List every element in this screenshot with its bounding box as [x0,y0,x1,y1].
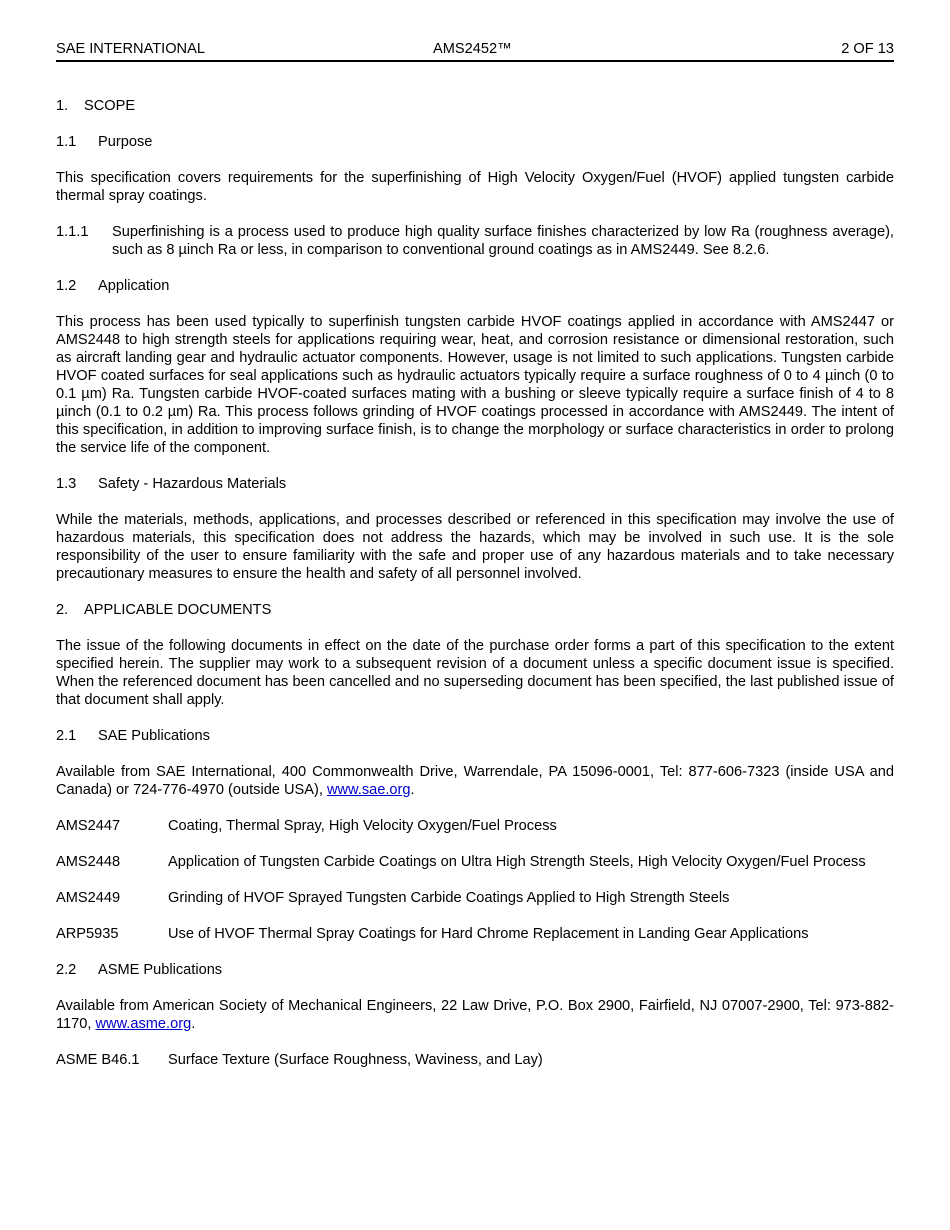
subsection-1-1-1 [56,223,894,259]
header-organization: SAE INTERNATIONAL [56,41,205,57]
purpose-paragraph: This specification covers requirements for the superfinishing of High Velocity Oxygen/Fuel (HVOF) applied tungsten carbide thermal spray coatings. [56,170,894,204]
section-title: SCOPE [84,98,136,114]
section-number: 1.1 [56,134,77,150]
section-heading-1 [56,97,894,115]
section-heading-2-1 [56,727,894,745]
section-title: APPLICABLE DOCUMENTS [84,602,272,618]
document-description: Coating, Thermal Spray, High Velocity Oxygen/Fuel Process [168,818,557,834]
header-page-number: 2 OF 13 [841,41,894,57]
asme-website-link[interactable]: www.asme.org [95,1016,192,1032]
document-code: ARP5935 [56,926,119,942]
document-description: Application of Tungsten Carbide Coatings on Ultra High Strength Steels, High Velocity Oxygen/Fuel Process [168,854,866,870]
document-code: AMS2449 [56,890,121,906]
document-entry [56,925,894,943]
section-heading-1-3 [56,475,894,493]
asme-availability-paragraph: Available from American Society of Mechanical Engineers, 22 Law Drive, P.O. Box 2900, Fairfield, NJ 07007-2900, Tel: 973-882-1170, www.asme.org. [56,998,894,1032]
section-number: 1.3 [56,476,77,492]
document-entry [56,817,894,835]
document-code: AMS2448 [56,854,121,870]
section-number: 2. [56,602,69,618]
document-body [56,97,894,1087]
section-heading-1-1 [56,133,894,151]
section-number: 1. [56,98,69,114]
document-entry [56,889,894,907]
document-entry [56,853,894,871]
section-number: 2.2 [56,962,77,978]
applicable-documents-paragraph: The issue of the following documents in effect on the date of the purchase order forms a part of this specification to the extent specified herein. The supplier may work to a subsequent revision of a document unless a specific document issue is specified. When the referenced document has been cancelled and no superseding document has been specified, the last published issue of that document shall apply. [56,638,894,708]
document-description: Use of HVOF Thermal Spray Coatings for Hard Chrome Replacement in Landing Gear Applications [168,926,809,942]
page-header [56,40,894,62]
subsection-text: Superfinishing is a process used to produce high quality surface finishes characterized by low Ra (roughness average), such as 8 µinch Ra or less, in comparison to conventional ground coatings as in AMS2449. See 8.2.6. [112,224,894,258]
document-code: AMS2447 [56,818,121,834]
document-description: Grinding of HVOF Sprayed Tungsten Carbide Coatings Applied to High Strength Steels [168,890,730,906]
section-title: ASME Publications [98,962,223,978]
section-heading-2-2 [56,961,894,979]
section-title: Application [98,278,170,294]
section-heading-1-2 [56,277,894,295]
section-title: SAE Publications [98,728,210,744]
section-number: 2.1 [56,728,77,744]
header-document-number: AMS2452™ [433,41,512,57]
safety-paragraph: While the materials, methods, applications, and processes described or referenced in this specification may involve the use of hazardous materials, this specification does not address the hazards, which may be involved in such use. It is the sole responsibility of the user to ensure familiarity with the safe and proper use of any hazardous materials and to take necessary precautionary measures to ensure the health and safety of all personnel involved. [56,512,894,582]
section-number: 1.2 [56,278,77,294]
section-heading-2 [56,601,894,619]
section-title: Safety - Hazardous Materials [98,476,287,492]
application-paragraph: This process has been used typically to superfinish tungsten carbide HVOF coatings applied in accordance with AMS2447 or AMS2448 to high strength steels for applications requiring wear, heat, and corrosion resistance or dimensional restoration, such as aircraft landing gear and hydraulic actuator components. However, usage is not limited to such applications. Tungsten carbide HVOF coated surfaces for seal applications such as hydraulic actuators typically require a surface roughness of 0 to 4 µinch (0 to 0.1 µm) Ra. Tungsten carbide HVOF-coated surfaces mating with a bushing or sleeve typically require a surface finish of 4 to 8 µinch (0.1 to 0.2 µm) Ra. This process follows grinding of HVOF coatings processed in accordance with AMS2449. The intent of this specification, in addition to improving surface finish, is to change the morphology or surface characteristics in order to prolong the service life of the component. [56,314,894,456]
document-entry [56,1051,894,1069]
document-description: Surface Texture (Surface Roughness, Waviness, and Lay) [168,1052,543,1068]
section-number: 1.1.1 [56,224,89,240]
document-code: ASME B46.1 [56,1052,140,1068]
sae-website-link[interactable]: www.sae.org [326,782,411,798]
section-title: Purpose [98,134,153,150]
sae-availability-paragraph: Available from SAE International, 400 Commonwealth Drive, Warrendale, PA 15096-0001, Tel: 877-606-7323 (inside USA and Canada) or 724-776-4970 (outside USA), www.sae.org. [56,764,894,798]
